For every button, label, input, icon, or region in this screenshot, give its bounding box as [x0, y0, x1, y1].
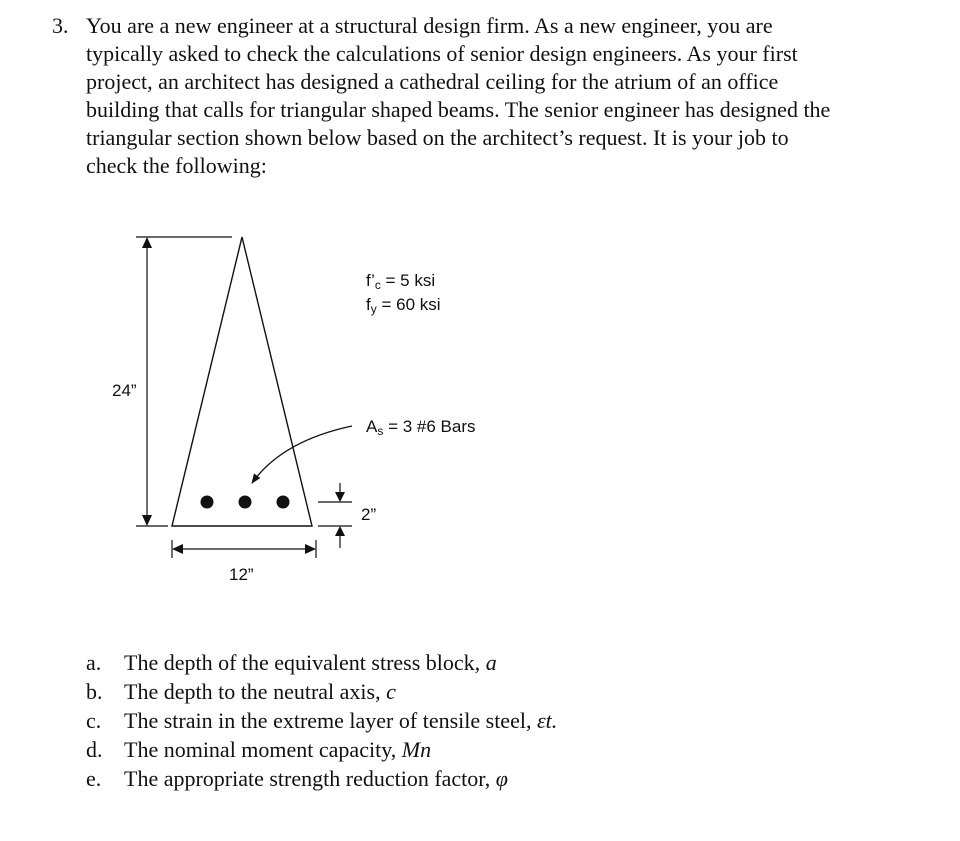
fc-value: = 5 ksi	[380, 271, 436, 290]
fy-label	[366, 295, 441, 316]
width-dimension	[172, 540, 316, 558]
height-dimension	[136, 237, 232, 526]
as-value: = 3 #6 Bars	[383, 417, 476, 436]
task-description: The depth of the equivalent stress block,	[124, 650, 486, 675]
task-description: The depth to the neutral axis,	[124, 679, 387, 704]
fy-symbol: f	[366, 295, 371, 314]
fy-value: = 60 ksi	[376, 295, 441, 314]
task-variable: Mn	[401, 737, 432, 762]
beam-section-diagram	[0, 200, 560, 600]
rebar-right	[277, 496, 290, 509]
triangular-section	[172, 237, 312, 526]
cover-dimension-label: 2”	[361, 505, 377, 524]
task-letter: a.	[86, 650, 102, 675]
width-dimension-label: 12”	[229, 565, 254, 584]
problem-line-4: building that calls for triangular shaped beams. The senior engineer has designed the	[86, 97, 831, 122]
task-letter: d.	[86, 737, 103, 762]
problem-statement	[86, 12, 926, 180]
task-text	[124, 764, 508, 793]
rebar-center	[239, 496, 252, 509]
rebar-left	[201, 496, 214, 509]
fc-subscript: c	[374, 278, 381, 292]
as-symbol: A	[366, 417, 378, 436]
task-letter: c.	[86, 708, 102, 733]
task-text	[124, 648, 497, 677]
task-letter: e.	[86, 766, 102, 791]
fc-symbol: f’	[366, 271, 375, 290]
task-description: The nominal moment capacity,	[124, 737, 402, 762]
as-label	[366, 417, 475, 438]
task-description: The strain in the extreme layer of tensile steel,	[124, 708, 537, 733]
problem-line-2: typically asked to check the calculations of senior design engineers. As your first	[86, 41, 798, 66]
task-description: The appropriate strength reduction factor,	[124, 766, 496, 791]
problem-line-3: project, an architect has designed a cathedral ceiling for the atrium of an office	[86, 69, 779, 94]
fc-label	[366, 271, 435, 292]
problem-line-1: You are a new engineer at a structural design firm. As a new engineer, you are	[86, 13, 773, 38]
rebar-leader-arrow	[252, 426, 352, 483]
task-letter: b.	[86, 679, 103, 704]
fy-subscript: y	[370, 302, 377, 316]
cover-dimension	[318, 483, 352, 548]
problem-number: 3.	[52, 13, 69, 38]
task-variable: φ	[495, 766, 508, 791]
task-text	[124, 735, 431, 764]
task-variable: εt.	[536, 708, 558, 733]
as-subscript: s	[377, 424, 384, 438]
height-dimension-label: 24”	[112, 381, 137, 400]
task-variable: c	[386, 679, 396, 704]
task-variable: a	[485, 650, 497, 675]
problem-line-5: triangular section shown below based on the architect’s request. It is your job to	[86, 125, 789, 150]
task-text	[124, 677, 396, 706]
problem-line-6: check the following:	[86, 153, 267, 178]
task-text	[124, 706, 557, 735]
